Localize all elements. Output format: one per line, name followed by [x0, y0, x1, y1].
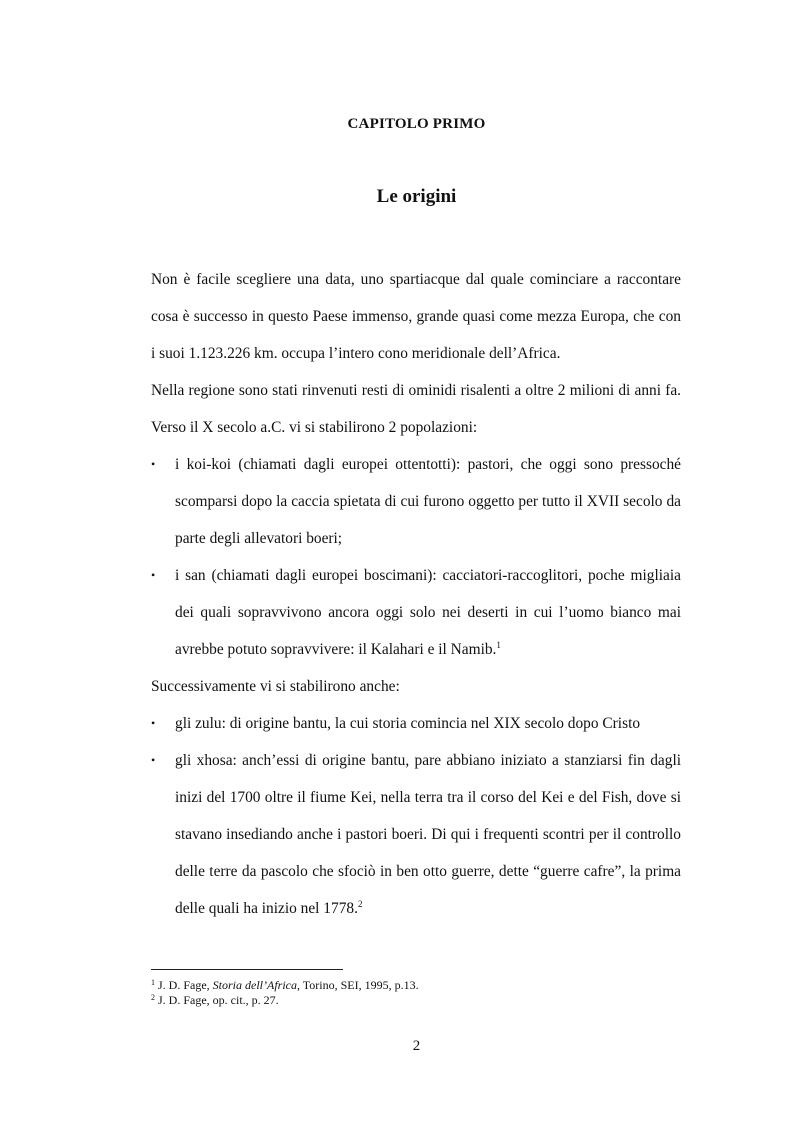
footnote-number: 2 [151, 993, 155, 1002]
bullet-icon: • [151, 716, 156, 730]
list-item [151, 446, 681, 557]
list-item-text: gli xhosa: anch’essi di origine bantu, pare abbiano iniziato a stanziarsi fin dagli inizi del 1700 oltre il fiume Kei, nella terra tra il corso del Kei e del Fish, dove si stavano insediando anche i pastori boeri. Di qui i frequenti scontri per il controllo delle terre da pascolo che sfociò in ben otto guerre, dette “guerre cafre”, la prima delle quali ha inizio nel 1778. [175, 752, 681, 917]
bullet-icon: • [151, 568, 156, 582]
body-text [151, 261, 681, 927]
bullet-icon: • [151, 457, 156, 471]
chapter-label: CAPITOLO PRIMO [347, 116, 486, 132]
bullet-list-populations [151, 446, 681, 668]
footnote-divider [151, 969, 343, 970]
footnote-book-title: Storia dell’Africa [212, 978, 297, 992]
footnote-ref[interactable]: 2 [357, 899, 363, 909]
footnote-text: J. D. Fage, op. cit., p. 27. [158, 993, 279, 1007]
footnotes [151, 978, 681, 1008]
footnote-number: 1 [151, 978, 155, 987]
footnote-ref[interactable]: 1 [496, 640, 501, 650]
chapter-title: Le origini [376, 186, 457, 207]
paragraph-successively: Successivamente vi si stabilirono anche: [151, 678, 400, 695]
page-number: 2 [412, 1038, 421, 1054]
list-item [151, 742, 681, 927]
list-item-text: gli zulu: di origine bantu, la cui storia comincia nel XIX secolo dopo Cristo [175, 715, 641, 732]
footnote-text: , Torino, SEI, 1995, p.13. [297, 978, 419, 992]
paragraph-intro: Non è facile scegliere una data, uno spartiacque dal quale cominciare a raccontare cosa è successo in questo Paese immenso, grande quasi come mezza Europa, che con i suoi 1.123.226 km. occupa l’intero cono meridionale dell’Africa. [151, 271, 681, 362]
footnote [151, 993, 681, 1008]
list-item-text: i san (chiamati dagli europei boscimani): cacciatori-raccoglitori, poche migliaia dei quali sopravvivono ancora oggi solo nei deserti in cui l’uomo bianco mai avrebbe potuto sopravvivere: il Kalahari e il Namib. [175, 567, 681, 658]
paragraph-populations: Nella regione sono stati rinvenuti resti di ominidi risalenti a oltre 2 milioni di anni fa. Verso il X secolo a.C. vi si stabilirono 2 popolazioni: [151, 382, 681, 436]
bullet-icon: • [151, 753, 156, 767]
bullet-list-bantu [151, 705, 681, 927]
list-item [151, 705, 681, 742]
footnote-text: J. D. Fage, [158, 978, 213, 992]
list-item [151, 557, 681, 668]
footnote [151, 978, 681, 993]
list-item-text: i koi-koi (chiamati dagli europei ottentotti): pastori, che oggi sono pressoché scomparsi dopo la caccia spietata di cui furono oggetto per tutto il XVII secolo da parte degli allevatori boeri; [175, 456, 681, 547]
